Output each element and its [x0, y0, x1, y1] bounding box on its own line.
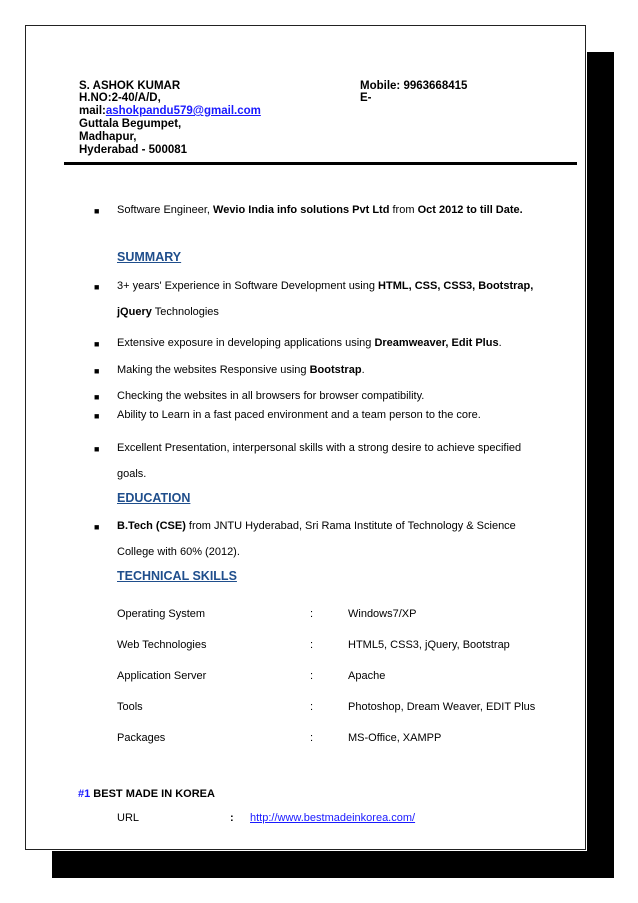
- bullet-icon: ■: [94, 282, 100, 292]
- resume-page: [25, 25, 586, 850]
- email-prefix-mail: mail:: [79, 105, 106, 117]
- experience-company: Wevio India info solutions Pvt Ltd: [213, 204, 390, 216]
- skill-colon: :: [310, 608, 314, 620]
- education-item-cont: College with 60% (2012).: [117, 546, 240, 558]
- skill-value: HTML5, CSS3, jQuery, Bootstrap: [348, 639, 510, 651]
- summary-item-3: [117, 364, 365, 376]
- mobile-number: Mobile: 9963668415: [360, 80, 468, 92]
- summary-item-1-text: 3+ years' Experience in Software Development using: [117, 280, 379, 292]
- skill-label: Tools: [117, 701, 143, 713]
- project-title: [78, 788, 215, 800]
- email-link[interactable]: ashokpandu579@gmail.com: [105, 105, 261, 117]
- summary-item-1-skills: HTML, CSS, CSS3, Bootstrap,: [378, 280, 534, 292]
- project-url-label: URL: [117, 812, 140, 824]
- experience-period: Oct 2012 to till Date.: [417, 204, 523, 216]
- skill-value: Windows7/XP: [348, 608, 417, 620]
- skill-label: Packages: [117, 732, 166, 744]
- bullet-icon: ■: [94, 522, 100, 532]
- summary-item-1-jquery: jQuery: [117, 306, 152, 318]
- address-line-2: Guttala Begumpet,: [79, 118, 182, 130]
- project-url-link[interactable]: http://www.bestmadeinkorea.com/: [250, 812, 416, 824]
- bullet-icon: ■: [94, 444, 100, 454]
- summary-item-3-text: Making the websites Responsive using: [117, 364, 310, 376]
- bullet-icon: ■: [94, 339, 100, 349]
- skill-colon: :: [310, 670, 314, 682]
- summary-item-4: Checking the websites in all browsers for browser compatibility.: [117, 390, 425, 402]
- summary-item-2-text: Extensive exposure in developing applications using: [117, 337, 375, 349]
- summary-item-2: [117, 337, 502, 349]
- summary-item-3-tail: .: [361, 364, 365, 376]
- bullet-icon: ■: [94, 366, 100, 376]
- skill-label: Web Technologies: [117, 639, 207, 651]
- bullet-icon: ■: [94, 206, 100, 216]
- skill-colon: :: [310, 639, 314, 651]
- page-shadow-bottom: [52, 851, 614, 878]
- project-url-colon: :: [230, 812, 234, 824]
- bullet-icon: ■: [94, 392, 100, 402]
- skill-value: MS-Office, XAMPP: [348, 732, 442, 744]
- header-divider: [64, 162, 577, 165]
- page-shadow-right: [587, 52, 614, 878]
- address-line-1: H.NO:2-40/A/D,: [79, 92, 161, 104]
- project-number: #1: [78, 788, 91, 800]
- address-line-3: Madhapur,: [79, 131, 137, 143]
- address-line-4: Hyderabad - 500081: [79, 144, 188, 156]
- skill-label: Application Server: [117, 670, 207, 682]
- email-prefix-e: E-: [360, 92, 372, 104]
- candidate-name: S. ASHOK KUMAR: [79, 80, 181, 92]
- education-heading: EDUCATION: [117, 491, 191, 505]
- education-item: [117, 520, 516, 532]
- summary-item-1-cont: [117, 306, 219, 318]
- technical-skills-heading: TECHNICAL SKILLS: [117, 569, 237, 583]
- experience-role: Software Engineer,: [117, 204, 214, 216]
- skill-value: Photoshop, Dream Weaver, EDIT Plus: [348, 701, 536, 713]
- summary-heading: SUMMARY: [117, 250, 182, 264]
- summary-item-6-cont: goals.: [117, 468, 147, 480]
- experience-from: from: [389, 204, 418, 216]
- education-institute: from JNTU Hyderabad, Sri Rama Institute of Technology & Science: [185, 520, 516, 532]
- summary-item-1-tail: Technologies: [151, 306, 219, 318]
- summary-item-2-tools: Dreamweaver, Edit Plus: [374, 337, 499, 349]
- bullet-icon: ■: [94, 411, 100, 421]
- summary-item-2-tail: .: [498, 337, 502, 349]
- summary-item-6: Excellent Presentation, interpersonal skills with a strong desire to achieve specified: [117, 442, 522, 454]
- summary-item-3-bootstrap: Bootstrap: [309, 364, 362, 376]
- summary-item-1: [117, 280, 533, 292]
- education-degree: B.Tech (CSE): [117, 520, 186, 532]
- skill-value: Apache: [348, 670, 386, 682]
- experience-line: [117, 204, 523, 216]
- skill-colon: :: [310, 732, 314, 744]
- skill-label: Operating System: [117, 608, 206, 620]
- summary-item-5: Ability to Learn in a fast paced environment and a team person to the core.: [117, 409, 481, 421]
- skill-colon: :: [310, 701, 314, 713]
- project-name: BEST MADE IN KOREA: [90, 788, 215, 800]
